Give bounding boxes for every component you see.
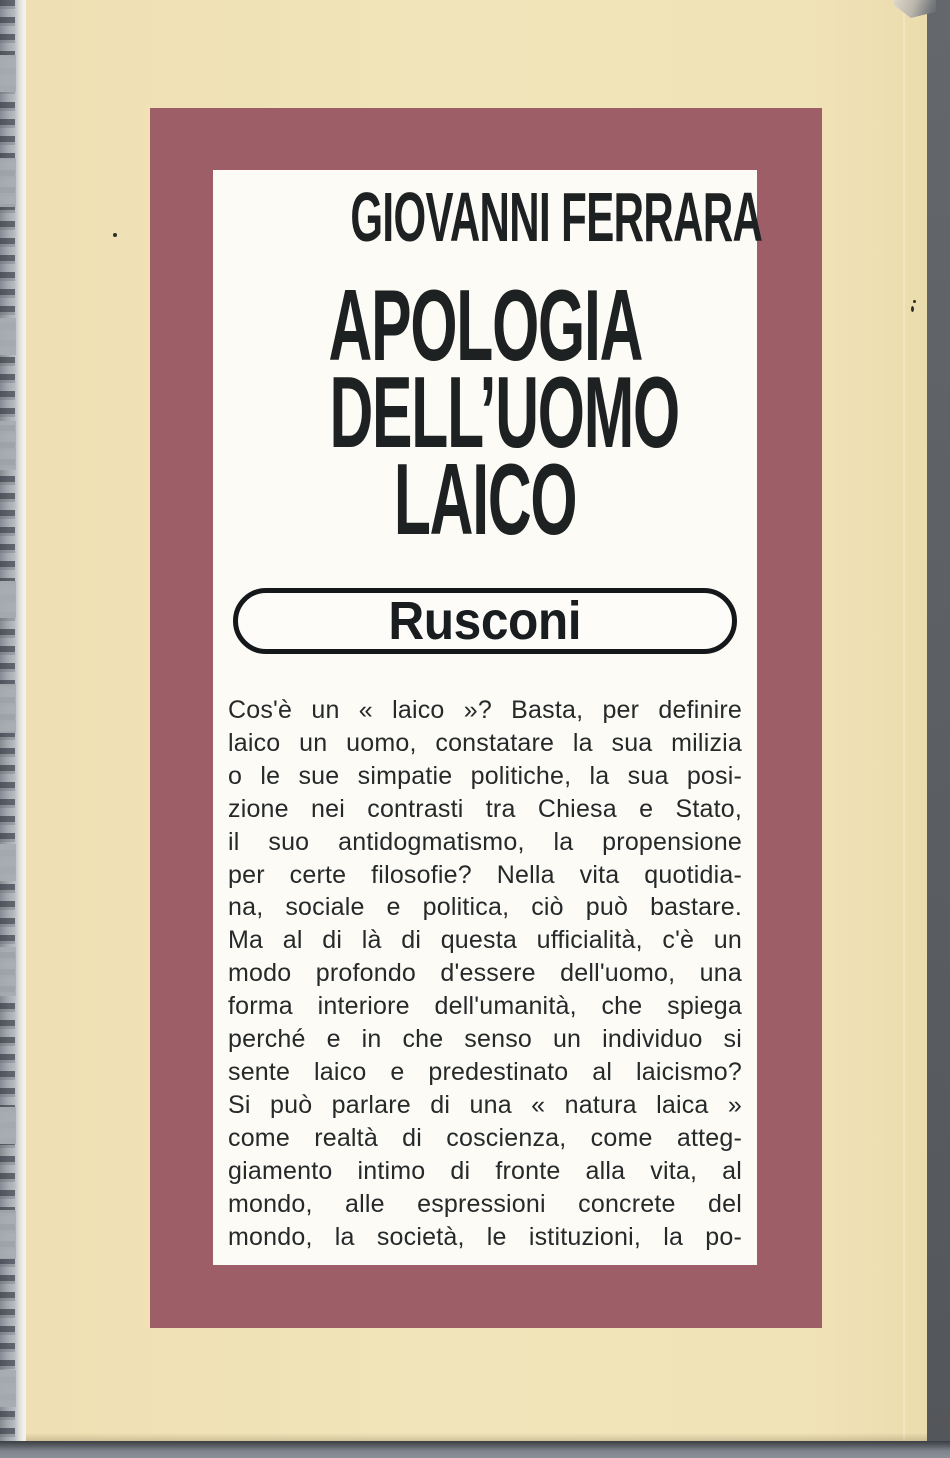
blurb-line: zione nei contrasti tra Chiesa e Stato, [228, 794, 742, 823]
title-line: LAICO [393, 444, 577, 556]
title-line: DELL’UOMO [329, 357, 679, 469]
publisher-name: Rusconi [388, 591, 582, 651]
cover-panel [213, 170, 763, 1265]
blurb [228, 694, 742, 1253]
publisher-badge [233, 588, 737, 654]
scan-speck [113, 233, 117, 237]
blurb-line: mondo, la società, le istituzioni, la po- [228, 1222, 742, 1251]
scan-edge-bottom [0, 1441, 950, 1458]
blurb-line: Si può parlare di una « natura laica » [228, 1090, 742, 1119]
blurb-line: giamento intimo di fronte alla vita, al [228, 1156, 742, 1185]
blurb-line: o le sue simpatie politiche, la sua posi- [228, 761, 742, 790]
scan-edge-right [927, 0, 950, 1458]
blurb-line: il suo antidogmatismo, la propensione [228, 827, 742, 856]
blurb-line: Ma al di là di questa ufficialità, c'è un [228, 926, 742, 955]
scan-edge-strip [0, 0, 26, 1458]
blurb-line: Cos'è un « laico »? Basta, per definire [228, 696, 742, 724]
cover-frame [150, 108, 822, 1328]
blurb-line: per certe filosofie? Nella vita quotidia- [228, 860, 742, 889]
blurb-line: mondo, alle espressioni concrete del [228, 1189, 742, 1218]
scan-speck [911, 306, 914, 312]
blurb-line: perché e in che senso un individuo si [228, 1025, 742, 1054]
cover-bottom-shade [26, 1433, 927, 1441]
blurb-line: come realtà di coscienza, come atteg- [228, 1123, 742, 1152]
title-line: APOLOGIA [328, 270, 642, 382]
blurb-line: na, sociale e politica, ciò può bastare. [228, 893, 742, 922]
blurb-line: modo profondo d'essere dell'uomo, una [228, 959, 742, 988]
blurb-line: forma interiore dell'umanità, che spiega [228, 992, 742, 1021]
scan-speck [913, 300, 916, 303]
cover-crease [903, 0, 905, 1441]
blurb-line: laico un uomo, constatare la sua milizia [228, 728, 742, 757]
book-title [213, 270, 757, 556]
blurb-line: sente laico e predestinato al laicismo? [228, 1057, 742, 1086]
author-name: GIOVANNI FERRARA [350, 178, 763, 256]
